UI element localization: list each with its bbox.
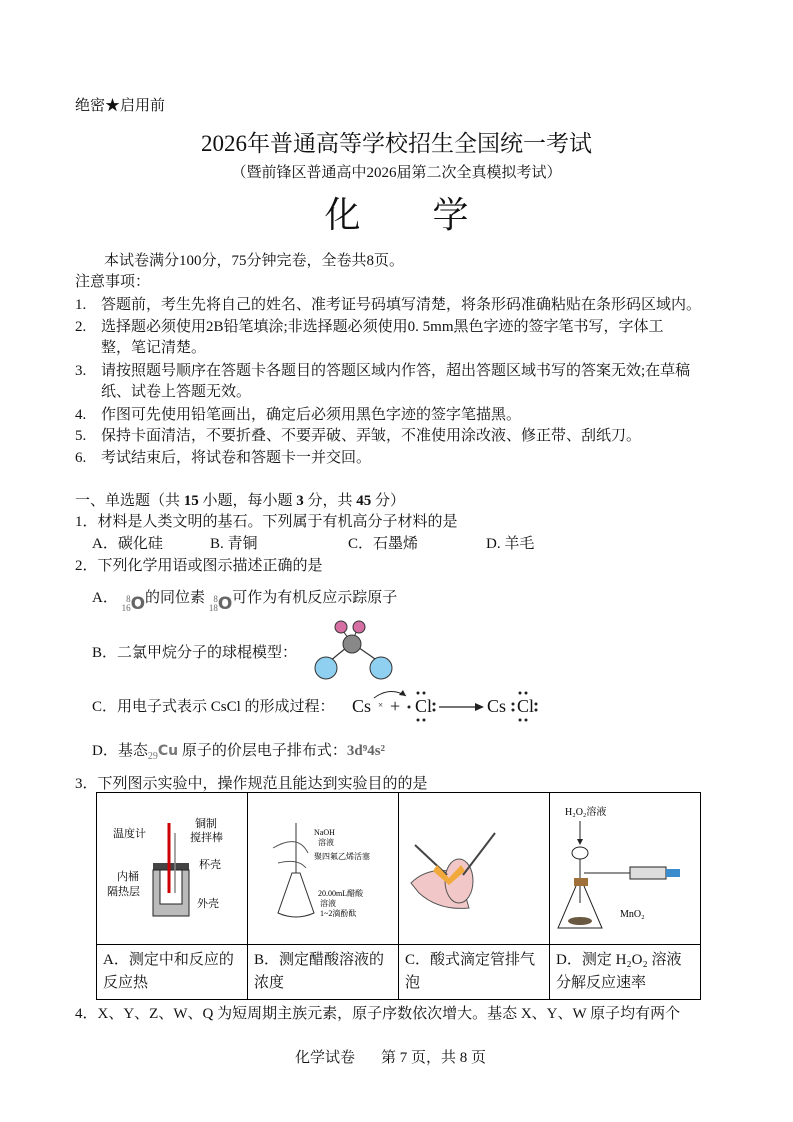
- caption-d: D．测定 H₂O₂ 溶液分解反应速率: [550, 945, 701, 1000]
- note-text: 整，笔记清楚。: [101, 340, 207, 356]
- figure-calorimeter: [97, 793, 248, 945]
- note-text: 答题前，考生先将自己的姓名、准考证号码填写清楚，将条形码准确粘贴在条形码区域内。: [101, 297, 702, 313]
- note-number: 2.: [75, 319, 87, 335]
- intro-text: 本试卷满分100分，75分钟完卷，全卷共8页。: [104, 253, 405, 269]
- svg-text:杯壳: 杯壳: [199, 859, 221, 871]
- points-total: 45: [356, 493, 372, 509]
- points-each: 3: [296, 493, 304, 509]
- svg-text:温度计: 温度计: [113, 828, 146, 840]
- q1-option-c: C．石墨烯: [348, 536, 419, 552]
- subject-title: 化 学: [324, 195, 469, 235]
- notes-title: 注意事项：: [75, 274, 151, 290]
- note-item: [75, 361, 690, 381]
- cl-symbol: Cl: [415, 696, 433, 716]
- carbon-atom: [343, 635, 361, 653]
- page-number: 第 7 页，共 8 页: [381, 1050, 487, 1066]
- note-text: 选择题必须使用2B铅笔填涂;非选择题必须使用0. 5mm黑色字迹的签字笔书写，字体工: [101, 319, 664, 335]
- secret-label: 绝密★启用前: [75, 98, 166, 114]
- hydrogen-atom: [335, 621, 347, 633]
- svg-text:外壳: 外壳: [197, 898, 219, 910]
- svg-text:聚四氟乙烯活塞: 聚四氟乙烯活塞: [314, 852, 370, 861]
- note-text: 考试结束后，将试卷和答题卡一并交回。: [101, 450, 372, 466]
- svg-text:溶液: 溶液: [320, 899, 336, 908]
- section-text: 一、单选题（共: [75, 493, 184, 509]
- caption-a: A．测定中和反应的反应热: [97, 945, 248, 1000]
- option-text: 原子的价层电子排布式：: [181, 743, 347, 759]
- mass-number: 8: [126, 594, 131, 604]
- section-text: 分）: [371, 493, 406, 509]
- exam-subtitle: （暨前锋区普通高中2026届第二次全真模拟考试）: [231, 165, 562, 181]
- option-label: D．基态: [92, 743, 148, 759]
- q1-option-d: D. 羊毛: [486, 536, 535, 552]
- experiment-table: [96, 792, 701, 1000]
- q2-option-c: C．用电子式表示 CsCl 的形成过程：: [92, 699, 335, 715]
- note-item: [101, 382, 251, 402]
- q1-options: [92, 534, 534, 554]
- section-heading: [75, 491, 405, 511]
- section-text: 分，共: [303, 493, 357, 509]
- exam-title: 2026年普通高等学校招生全国统一考试: [201, 131, 592, 156]
- q4-stem: 4．X、Y、Z、W、Q 为短周期主族元素，原子序数依次增大。基态 X、Y、W 原子均有两个: [75, 1006, 681, 1022]
- element-symbol: Cu: [157, 743, 179, 759]
- chlorine-atom: [315, 657, 337, 679]
- option-label: A．: [92, 590, 118, 606]
- caption-b: B．测定醋酸溶液的浓度: [248, 945, 399, 1000]
- svg-text:H₂O₂溶液: H₂O₂溶液: [565, 807, 607, 818]
- svg-text:搅拌棒: 搅拌棒: [190, 832, 223, 844]
- note-item: [75, 405, 521, 425]
- hydrogen-atom: [353, 621, 365, 633]
- question-count: 15: [183, 493, 199, 509]
- section-text: 小题，每小题: [198, 493, 297, 509]
- q2-option-d: [92, 741, 385, 767]
- note-text: 保持卡面清洁，不要折叠、不要弄破、弄皱，不准使用涂改液、修正带、刮纸刀。: [101, 428, 642, 444]
- svg-text:内桶: 内桶: [117, 871, 139, 883]
- mass-number: 8: [213, 594, 218, 604]
- note-item: [75, 295, 701, 315]
- isotope-2: [209, 594, 232, 614]
- plus-sign: +: [390, 696, 401, 716]
- element-symbol: O: [130, 594, 146, 614]
- electron-transfer-arrows: [352, 688, 552, 728]
- q2-option-b: B．二氯甲烷分子的球棍模型：: [92, 645, 298, 661]
- electron-config: 3d⁹4s²: [346, 743, 386, 759]
- q1-stem: 1．材料是人类文明的基石。下列属于有机高分子材料的是: [75, 514, 458, 530]
- q1-option-b: B. 青铜: [210, 536, 258, 552]
- note-number: 3.: [75, 363, 87, 379]
- svg-text:NaOH: NaOH: [314, 828, 335, 837]
- ball-stick-model: [312, 617, 396, 683]
- note-text: 请按照题号顺序在答题卡各题目的答题区域内作答，超出答题区域书写的答案无效;在草稿: [101, 363, 691, 379]
- q2-stem: 2．下列化学用语或图示描述正确的是: [75, 558, 323, 574]
- note-number: 6.: [75, 450, 87, 466]
- cs-symbol: Cs: [352, 696, 372, 716]
- caption-c: C．酸式滴定管排气泡: [399, 945, 550, 1000]
- svg-text:铜制: 铜制: [195, 818, 217, 830]
- footer-subject: 化学试卷: [295, 1050, 356, 1066]
- svg-text:20.00mL醋酸: 20.00mL醋酸: [318, 889, 364, 898]
- note-number: 5.: [75, 428, 87, 444]
- q1-option-a: A．碳化硅: [92, 536, 163, 552]
- note-item: [75, 448, 371, 468]
- figure-burette-bubble: [399, 793, 550, 945]
- isotope-1: [122, 594, 145, 614]
- figure-titration: [248, 793, 399, 945]
- q3-stem: 3．下列图示实验中，操作规范且能达到实验目的的是: [75, 776, 428, 792]
- note-number: 4.: [75, 407, 87, 423]
- chlorine-atom: [370, 657, 392, 679]
- atomic-number: 16: [121, 603, 131, 613]
- q2-option-a: [92, 588, 397, 614]
- option-text: 可作为有机反应示踪原子: [232, 590, 398, 606]
- note-item: [75, 426, 641, 446]
- note-text: 作图可先使用铅笔画出，确定后必须用黑色字迹的签字笔描黑。: [101, 407, 522, 423]
- cscl-formation: Cs × + Cl Cs Cl: [352, 688, 552, 724]
- note-item: [101, 338, 206, 358]
- footer: [295, 1048, 486, 1068]
- svg-text:MnO₂: MnO₂: [620, 909, 645, 920]
- svg-text:溶液: 溶液: [318, 838, 334, 847]
- note-item: [75, 317, 664, 337]
- figure-h2o2-rate: [550, 793, 701, 945]
- atomic-number: 18: [208, 603, 218, 613]
- cs-symbol: Cs: [487, 696, 507, 716]
- option-text: 的同位素: [145, 590, 206, 606]
- svg-text:隔热层: 隔热层: [107, 886, 140, 898]
- atomic-number: 29: [147, 751, 158, 762]
- note-text: 纸、试卷上答题无效。: [101, 384, 252, 400]
- element-symbol: O: [217, 594, 233, 614]
- svg-text:1~2滴酚酞: 1~2滴酚酞: [320, 909, 357, 918]
- note-number: 1.: [75, 297, 87, 313]
- cl-symbol: Cl: [517, 696, 535, 716]
